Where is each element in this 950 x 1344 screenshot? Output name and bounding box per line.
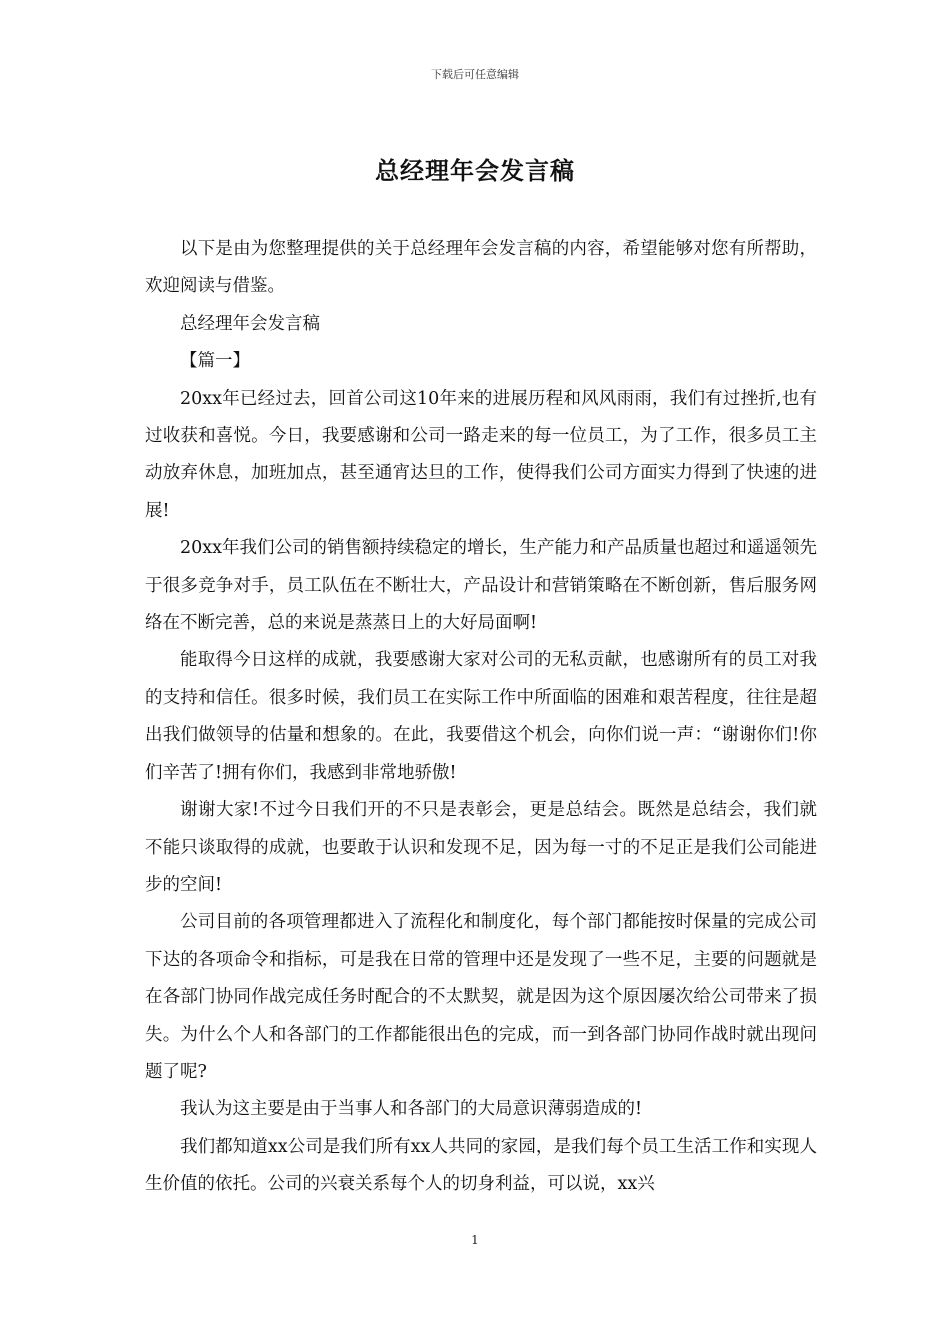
body-paragraph: 20xx年已经过去，回首公司这10年来的进展历程和风风雨雨，我们有过挫折,也有过收获和喜悦。今日，我要感谢和公司一路走来的每一位员工，为了工作，很多员工主动放弃休息，加班加点，甚至通宵达旦的工作，使得我们公司方面实力得到了快速的进展! [145, 388, 817, 521]
intro-paragraph: 以下是由为您整理提供的关于总经理年会发言稿的内容，希望能够对您有所帮助，欢迎阅读与借鉴。 [145, 239, 817, 297]
body-paragraph: 20xx年我们公司的销售额持续稳定的增长，生产能力和产品质量也超过和遥遥领先于很多竞争对手，员工队伍在不断壮大，产品设计和营销策略在不断创新，售后服务网络在不断完善，总的来说是蒸蒸日上的大好局面啊! [145, 538, 818, 634]
header-note: 下载后可任意编辑 [431, 68, 519, 81]
document-body [145, 231, 817, 1204]
subtitle-line: 总经理年会发言稿 [180, 313, 320, 334]
body-paragraph: 我认为这主要是由于当事人和各部门的大局意识薄弱造成的! [180, 1099, 643, 1120]
document-title: 总经理年会发言稿 [375, 156, 575, 185]
page-number: 1 [471, 1233, 479, 1247]
body-paragraph: 公司目前的各项管理都进入了流程化和制度化，每个部门都能按时保量的完成公司下达的各项命令和指标，可是我在日常的管理中还是发现了一些不足，主要的问题就是在各部门协同作战完成任务时配合的不太默契，就是因为这个原因屡次给公司带来了损失。为什么个人和各部门的工作都能很出色的完成，而一到各部门协同作战时就出现问题了呢? [145, 912, 817, 1082]
body-paragraph: 谢谢大家!不过今日我们开的不只是表彰会，更是总结会。既然是总结会，我们就不能只谈取得的成就，也要敢于认识和发现不足，因为每一寸的不足正是我们公司能进步的空间! [145, 800, 817, 895]
body-paragraph: 我们都知道xx公司是我们所有xx人共同的家园，是我们每个员工生活工作和实现人生价值的依托。公司的兴衰关系每个人的切身利益，可以说，xx兴 [145, 1136, 817, 1195]
body-paragraph: 能取得今日这样的成就，我要感谢大家对公司的无私贡献，也感谢所有的员工对我的支持和信任。很多时候，我们员工在实际工作中所面临的困难和艰苦程度，往往是超出我们做领导的估量和想象的。在此，我要借这个机会，向你们说一声：“谢谢你们!你们辛苦了!拥有你们，我感到非常地骄傲! [145, 650, 817, 783]
section-heading: 【篇一】 [180, 351, 250, 372]
